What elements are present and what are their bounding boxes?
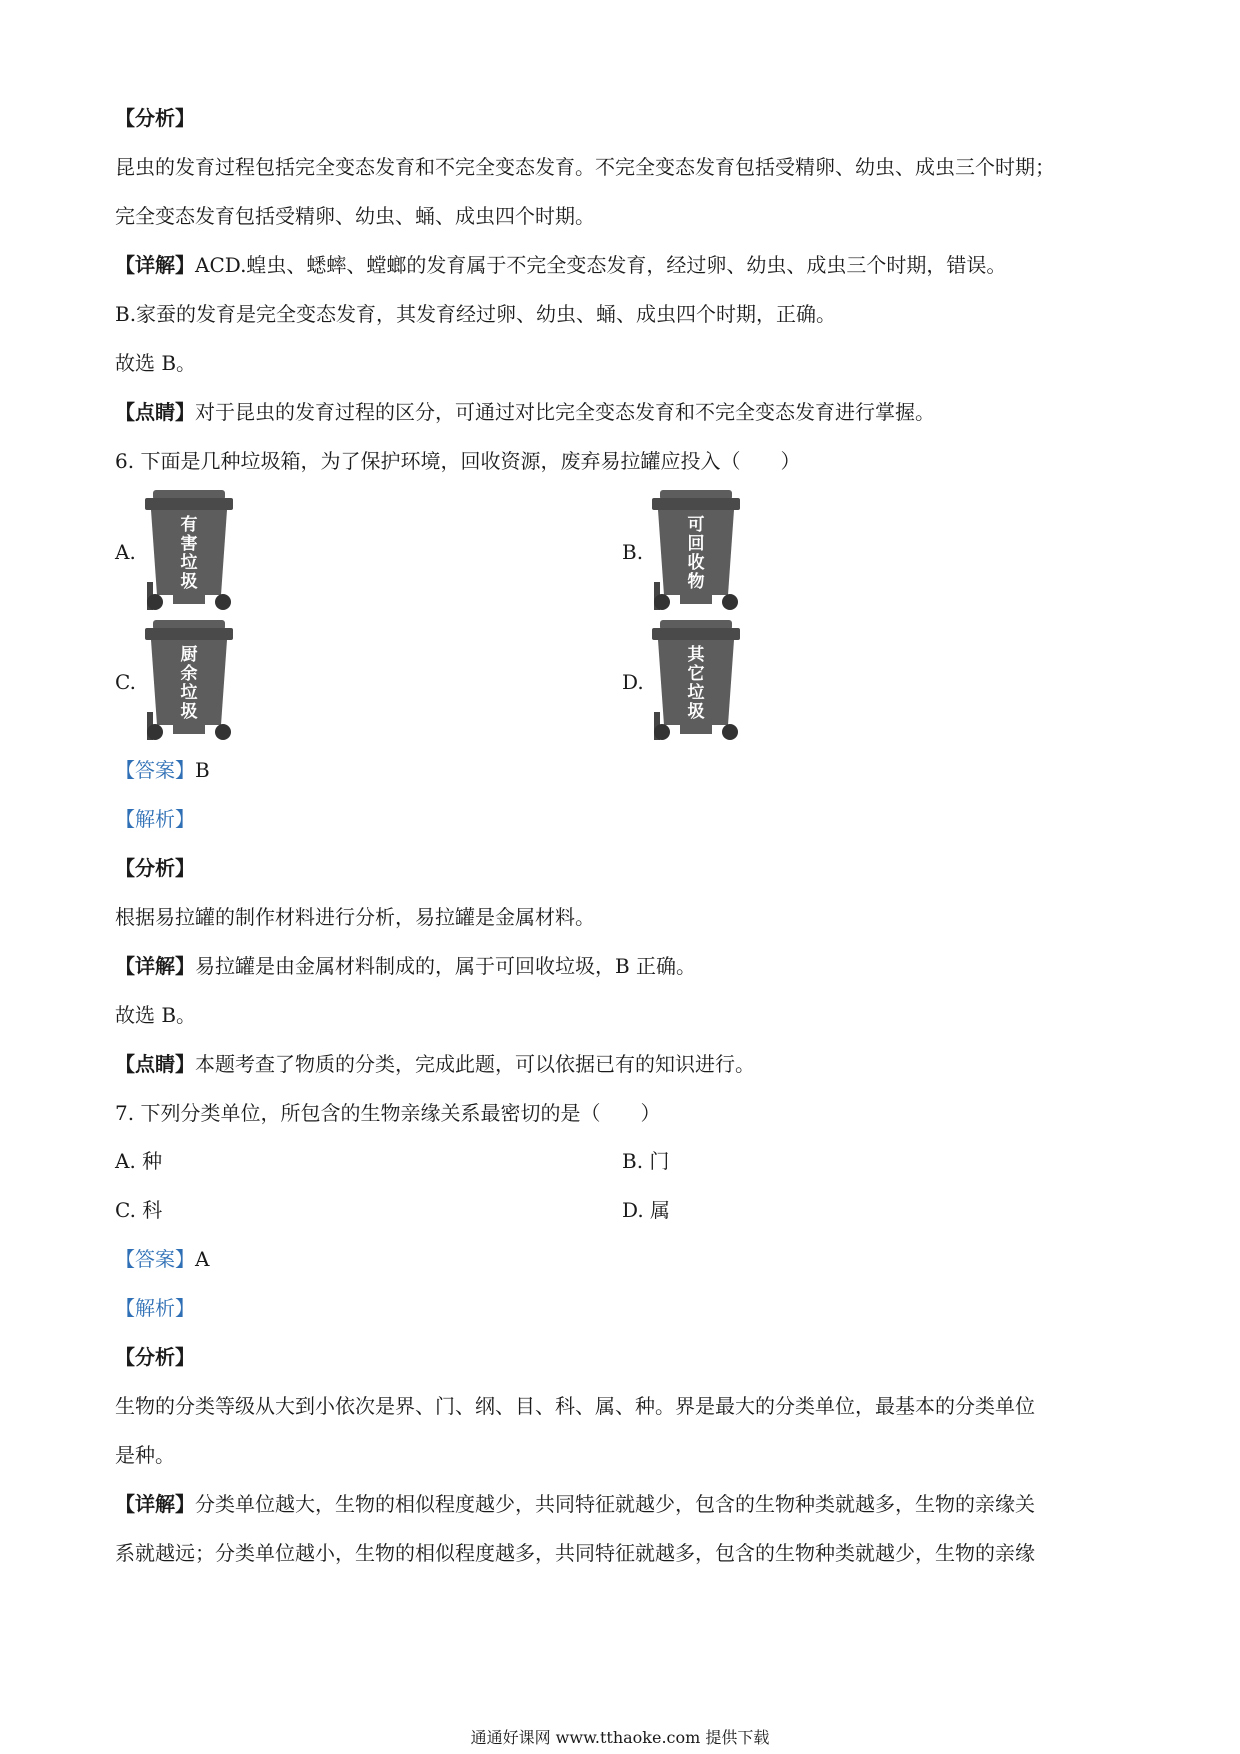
comment-tag: 【点睛】: [115, 1052, 195, 1076]
choice-text: 故选 B。: [115, 351, 197, 375]
comment-text: 对于昆虫的发育过程的区分，可通过对比完全变态发育和不完全变态发育进行掌握。: [195, 400, 935, 424]
bin-label-char: 垃: [180, 683, 198, 703]
bin-label-char: 回: [687, 534, 705, 554]
analysis-text: 完全变态发育包括受精卵、幼虫、蛹、成虫四个时期。: [115, 204, 595, 228]
answer-tag: 【答案】: [115, 1247, 195, 1271]
bin-label-char: 可: [687, 515, 705, 535]
answer-value: A: [195, 1247, 210, 1271]
bin-label-char: 它: [687, 664, 705, 684]
analysis-tag: 【分析】: [115, 1345, 195, 1369]
trash-bin-icon: [141, 620, 237, 745]
answer-value: B: [195, 758, 210, 782]
bin-label-char: 其: [687, 645, 705, 665]
detail-text: 系就越远；分类单位越小，生物的相似程度越多，共同特征就越多，包含的生物种类就越少，生物的亲缘: [115, 1541, 1035, 1565]
comment-paragraph: [115, 1050, 755, 1078]
bin-label-char: 垃: [180, 553, 198, 573]
answer-paragraph: [115, 756, 210, 784]
detail-text: B.家蚕的发育是完全变态发育，其发育经过卵、幼虫、蛹、成虫四个时期，正确。: [115, 302, 837, 326]
comment-tag: 【点睛】: [115, 400, 195, 424]
bin-label-char: 圾: [687, 702, 705, 722]
bin-label-char: 厨: [180, 645, 198, 665]
detail-text: 分类单位越大，生物的相似程度越少，共同特征就越少，包含的生物种类就越多，生物的亲缘关: [195, 1492, 1035, 1516]
bin-label-char: 害: [180, 534, 198, 554]
option-label: A.: [115, 540, 136, 564]
detail-paragraph: [115, 251, 1006, 279]
trash-bin-icon: [141, 490, 237, 615]
option-d: D. 属: [622, 1198, 671, 1222]
analysis-text: 生物的分类等级从大到小依次是界、门、纲、目、科、属、种。界是最大的分类单位，最基本的分类单位: [115, 1394, 1035, 1418]
bin-label-char: 圾: [180, 702, 198, 722]
detail-text: ACD.蝗虫、蟋蟀、螳螂的发育属于不完全变态发育，经过卵、幼虫、成虫三个时期，错误。: [195, 253, 1007, 277]
detail-tag: 【详解】: [115, 253, 195, 277]
choice-text: 故选 B。: [115, 1003, 197, 1027]
detail-text: 易拉罐是由金属材料制成的，属于可回收垃圾，B 正确。: [195, 954, 697, 978]
detail-paragraph: [115, 952, 696, 980]
answer-paragraph: [115, 1245, 209, 1273]
trash-bin-icon: [648, 490, 744, 615]
detail-tag: 【详解】: [115, 1492, 195, 1516]
detail-paragraph: [115, 1490, 1035, 1518]
option-label: C.: [115, 670, 136, 694]
answer-tag: 【答案】: [115, 758, 195, 782]
option-b: B. 门: [622, 1149, 670, 1173]
analysis-tag: 【分析】: [115, 856, 195, 880]
bin-label-char: 物: [687, 572, 705, 592]
analysis-text: 是种。: [115, 1443, 175, 1467]
trash-bin-icon: [648, 620, 744, 745]
bin-label-char: 余: [180, 664, 198, 684]
explain-tag: 【解析】: [115, 807, 195, 831]
option-label: D.: [622, 670, 644, 694]
analysis-tag: 【分析】: [115, 106, 195, 130]
question-stem: 6. 下面是几种垃圾箱，为了保护环境，回收资源，废弃易拉罐应投入（ ）: [115, 449, 801, 473]
option-a: A. 种: [115, 1149, 163, 1173]
detail-tag: 【详解】: [115, 954, 195, 978]
bin-label-char: 有: [180, 515, 198, 535]
bin-label-char: 圾: [180, 572, 198, 592]
comment-text: 本题考查了物质的分类，完成此题，可以依据已有的知识进行。: [195, 1052, 755, 1076]
bin-label-char: 垃: [687, 683, 705, 703]
question-stem: 7. 下列分类单位，所包含的生物亲缘关系最密切的是（ ）: [115, 1101, 661, 1125]
option-c: C. 科: [115, 1198, 163, 1222]
explain-tag: 【解析】: [115, 1296, 195, 1320]
bin-label-char: 收: [687, 553, 705, 573]
page-footer: 通通好课网 www.tthaoke.com 提供下载: [470, 1728, 770, 1747]
option-label: B.: [622, 540, 644, 564]
analysis-text: 昆虫的发育过程包括完全变态发育和不完全变态发育。不完全变态发育包括受精卵、幼虫、成虫三个时期；: [115, 155, 1055, 179]
comment-paragraph: [115, 398, 935, 426]
analysis-text: 根据易拉罐的制作材料进行分析，易拉罐是金属材料。: [115, 905, 595, 929]
